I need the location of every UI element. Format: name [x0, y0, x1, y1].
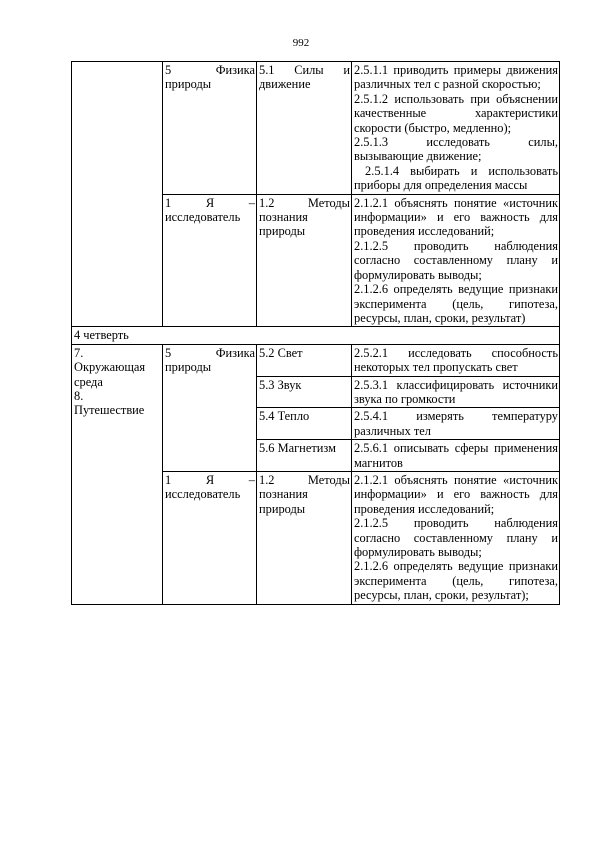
outcomes-cell: 2.5.4.1 измерять температуру различных тел	[352, 408, 560, 440]
table-row	[72, 344, 560, 376]
topic-cell: 5.1 Силы и движение	[257, 62, 352, 195]
topic-cell: 5.3 Звук	[257, 376, 352, 408]
section-cell: 5 Физика природы	[163, 344, 257, 471]
theme-cell: 7. Окружающая среда 8. Путешествие	[72, 344, 163, 604]
outcome-item: 2.1.2.6 определять ведущие признаки эксперимента (цель, гипотеза, ресурсы, план, сроки, результат);	[354, 559, 558, 603]
section-cell: 1 Я – исследователь	[163, 194, 257, 327]
outcome-item: 2.1.2.5 проводить наблюдения согласно составленному плану и формулировать выводы;	[354, 516, 558, 559]
quarter-heading: 4 четверть	[72, 327, 560, 344]
outcome-item: 2.1.2.6 определять ведущие признаки эксперимента (цель, гипотеза, ресурсы, план, сроки, результат)	[354, 282, 558, 325]
topic-cell: 1.2 Методы познания природы	[257, 471, 352, 604]
outcome-item: 2.1.2.1 объяснять понятие «источник информации» и его важность для проведения исследований;	[354, 472, 558, 516]
outcomes-cell: 2.5.6.1 описывать сферы применения магнитов	[352, 440, 560, 472]
table-row	[72, 62, 560, 195]
outcomes-cell	[352, 471, 560, 604]
topic-cell: 5.4 Тепло	[257, 408, 352, 440]
topic-cell: 5.2 Свет	[257, 344, 352, 376]
section-cell: 5 Физика природы	[163, 62, 257, 195]
outcome-item: 2.5.1.2 использовать при объяснении качественные характеристики скорости (быстро, медленно);	[354, 91, 558, 135]
quarter-row	[72, 327, 560, 344]
outcome-item: 2.5.1.4 выбирать и использовать приборы для определения массы	[354, 163, 562, 193]
topic-cell: 1.2 Методы познания природы	[257, 194, 352, 327]
outcome-item: 2.5.1.1 приводить примеры движения различных тел с разной скоростью;	[354, 63, 558, 92]
outcome-item: 2.1.2.5 проводить наблюдения согласно составленному плану и формулировать выводы;	[354, 238, 558, 282]
outcomes-cell	[352, 194, 560, 327]
outcome-item: 2.1.2.1 объяснять понятие «источник информации» и его важность для проведения исследований;	[354, 195, 558, 239]
page-number: 992	[292, 37, 310, 49]
outcomes-cell	[352, 62, 560, 195]
theme-cell-empty	[72, 62, 163, 327]
topic-cell: 5.6 Магнетизм	[257, 440, 352, 472]
curriculum-table	[71, 61, 560, 605]
outcome-item: 2.5.1.3 исследовать силы, вызывающие движение;	[354, 135, 558, 164]
outcomes-cell: 2.5.3.1 классифицировать источники звука по громкости	[352, 376, 560, 408]
section-cell: 1 Я – исследователь	[163, 471, 257, 604]
outcomes-cell: 2.5.2.1 исследовать способность некоторых тел пропускать свет	[352, 344, 560, 376]
